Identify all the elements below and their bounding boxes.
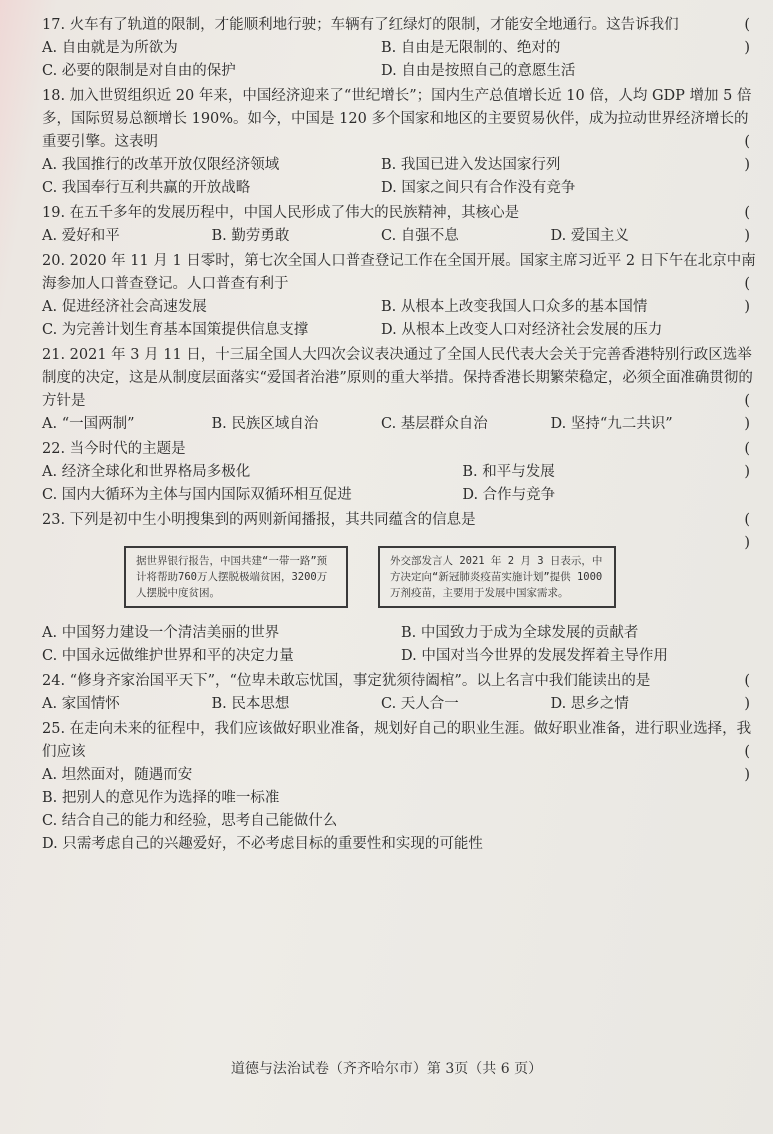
- option-c: C. 中国永远做维护世界和平的决定力量: [42, 648, 294, 664]
- option-d: D. 合作与竞争: [462, 487, 556, 503]
- answer-bracket[interactable]: ( ): [744, 393, 760, 432]
- options: [42, 225, 720, 248]
- option-a: A. 经济全球化和世界格局多极化: [42, 464, 251, 480]
- option-d: D. 爱国主义: [550, 228, 629, 244]
- question-stem: 20. 2020 年 11 月 1 日零时，第七次全国人口普查登记工作在全国开展。国家主席习近平 2 日下午在北京中南海参加人口普查登记。人口普查有利于: [42, 253, 756, 292]
- option-d: D. 中国对当今世界的发展发挥着主导作用: [401, 648, 668, 664]
- question-24: [42, 670, 760, 716]
- option-c: C. 我国奉行互利共赢的开放战略: [42, 180, 251, 196]
- options: [42, 764, 720, 856]
- option-c: C. 必要的限制是对自由的保护: [42, 63, 236, 79]
- option-b: B. 民族区域自治: [211, 416, 319, 432]
- question-20: [42, 250, 760, 342]
- question-stem: 17. 火车有了轨道的限制，才能顺利地行驶；车辆有了红绿灯的限制，才能安全地通行。这告诉我们: [42, 17, 679, 33]
- news-box-2: 外交部发言人 2021 年 2 月 3 日表示，中方决定向“新冠肺炎疫苗实施计划”提供 1000 万剂疫苗，主要用于发展中国家需求。: [378, 546, 616, 608]
- option-d: D. 从根本上改变人口对经济社会发展的压力: [381, 322, 663, 338]
- option-c: C. 自强不息: [381, 228, 459, 244]
- option-c: C. 基层群众自治: [381, 416, 488, 432]
- question-stem: 22. 当今时代的主题是: [42, 441, 186, 457]
- option-c: C. 天人合一: [381, 696, 459, 712]
- question-stem: 25. 在走向未来的征程中，我们应该做好职业准备，规划好自己的职业生涯。做好职业准备，进行职业选择，我们应该: [42, 721, 752, 760]
- question-stem: 21. 2021 年 3 月 11 日，十三届全国人大四次会议表决通过了全国人民代表大会关于完善香港特别行政区选举制度的决定，这是从制度层面落实“爱国者治港”原则的重大举措。保持香港长期繁荣稳定，必须全面准确贯彻的方针是: [42, 347, 753, 409]
- answer-bracket[interactable]: ( ): [744, 205, 760, 244]
- answer-bracket[interactable]: ( ): [744, 134, 760, 173]
- option-d: D. 思乡之情: [550, 696, 629, 712]
- option-d: D. 只需考虑自己的兴趣爱好，不必考虑目标的重要性和实现的可能性: [42, 836, 483, 852]
- option-c: C. 国内大循环为主体与国内国际双循环相互促进: [42, 487, 352, 503]
- option-a: A. 坦然面对，随遇而安: [42, 767, 193, 783]
- news-clippings: [124, 546, 720, 608]
- page-footer: 道德与法治试卷（齐齐哈尔市）第 3页（共 6 页）: [230, 1061, 543, 1077]
- question-18: [42, 85, 760, 200]
- options: [42, 413, 720, 436]
- answer-bracket[interactable]: ( ): [744, 744, 760, 783]
- options: [42, 37, 720, 83]
- option-b: B. 勤劳勇敢: [211, 228, 290, 244]
- options: [42, 622, 760, 668]
- question-stem: 18. 加入世贸组织近 20 年来，中国经济迎来了“世纪增长”；国内生产总值增长近 10 倍，人均 GDP 增加 5 倍多，国际贸易总额增长 190%。如今，中国是 120 多个国家和地区的主要贸易伙伴，成为拉动世界经济增长的重要引擎。这表明: [42, 88, 752, 150]
- options: [42, 154, 720, 200]
- option-c: C. 为完善计划生育基本国策提供信息支撑: [42, 322, 309, 338]
- answer-bracket[interactable]: ( ): [744, 441, 760, 480]
- question-23: [42, 509, 760, 668]
- option-a: A. 爱好和平: [42, 228, 120, 244]
- option-b: B. 和平与发展: [462, 464, 555, 480]
- option-b: B. 把别人的意见作为选择的唯一标准: [42, 790, 280, 806]
- option-a: A. 中国努力建设一个清洁美丽的世界: [42, 625, 280, 641]
- question-stem: 19. 在五千多年的发展历程中，中国人民形成了伟大的民族精神，其核心是: [42, 205, 520, 221]
- option-d: D. 自由是按照自己的意愿生活: [381, 63, 576, 79]
- option-a: A. 我国推行的改革开放仅限经济领域: [42, 157, 280, 173]
- question-stem: 24. “修身齐家治国平天下”，“位卑未敢忘忧国，事定犹须待阖棺”。以上名言中我们能读出的是: [42, 673, 651, 689]
- question-21: [42, 344, 760, 436]
- option-b: B. 自由是无限制的、绝对的: [381, 40, 561, 56]
- question-25: [42, 718, 760, 856]
- answer-bracket[interactable]: ( ): [744, 17, 760, 56]
- option-d: D. 坚持“九二共识”: [550, 416, 673, 432]
- option-c: C. 结合自己的能力和经验，思考自己能做什么: [42, 813, 338, 829]
- option-a: A. 促进经济社会高速发展: [42, 299, 207, 315]
- answer-bracket[interactable]: ( ): [744, 276, 760, 315]
- news-box-1: 据世界银行报告，中国共建“一带一路”预计将帮助760万人摆脱极端贫困，3200万人摆脱中度贫困。: [124, 546, 348, 608]
- question-stem: 23. 下列是初中生小明搜集到的两则新闻播报，其共同蕴含的信息是: [42, 512, 476, 528]
- options: [42, 461, 720, 507]
- option-a: A. “一国两制”: [42, 416, 135, 432]
- question-17: [42, 14, 760, 83]
- answer-bracket[interactable]: ( ): [744, 512, 760, 551]
- option-b: B. 从根本上改变我国人口众多的基本国情: [381, 299, 648, 315]
- option-d: D. 国家之间只有合作没有竞争: [381, 180, 576, 196]
- option-a: A. 家国情怀: [42, 696, 120, 712]
- answer-bracket[interactable]: ( ): [744, 673, 760, 712]
- question-22: [42, 438, 760, 507]
- option-b: B. 我国已进入发达国家行列: [381, 157, 561, 173]
- option-b: B. 中国致力于成为全球发展的贡献者: [401, 625, 639, 641]
- question-sheet: [42, 14, 760, 856]
- options: [42, 296, 720, 342]
- option-a: A. 自由就是为所欲为: [42, 40, 178, 56]
- option-b: B. 民本思想: [211, 696, 290, 712]
- options: [42, 693, 720, 716]
- question-19: [42, 202, 760, 248]
